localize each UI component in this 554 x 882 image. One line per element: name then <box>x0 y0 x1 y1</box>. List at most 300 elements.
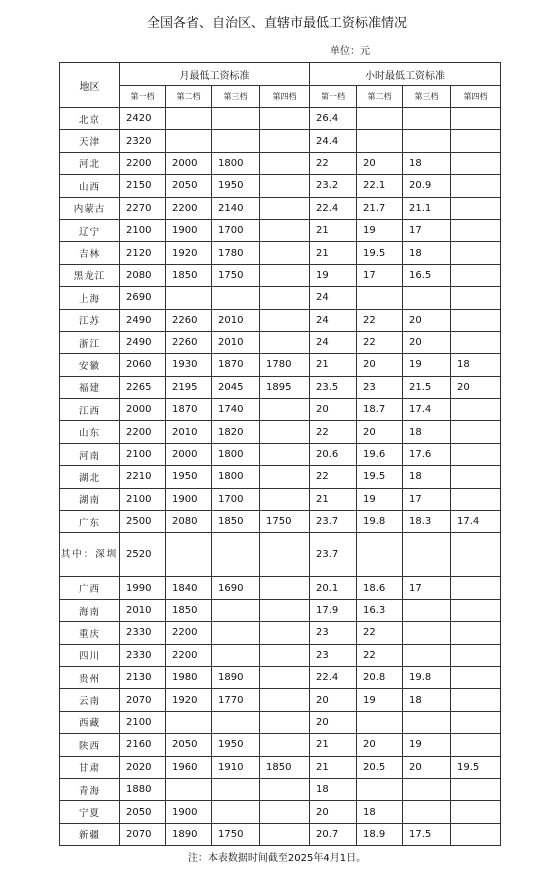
hourly-tier-2-cell: 22.1 <box>357 175 403 197</box>
monthly-tier-2-cell: 1870 <box>166 399 212 421</box>
hourly-tier-2-header: 第二档 <box>357 86 403 108</box>
monthly-tier-2-cell: 2050 <box>166 175 212 197</box>
table-row <box>60 152 501 174</box>
hourly-tier-3-cell: 20 <box>403 309 451 331</box>
monthly-tier-1-cell: 2200 <box>120 421 166 443</box>
hourly-tier-1-cell: 20 <box>310 399 357 421</box>
monthly-tier-4-cell <box>260 108 310 130</box>
table-row <box>60 734 501 756</box>
table-row <box>60 331 501 353</box>
hourly-tier-2-cell: 18 <box>357 801 403 823</box>
monthly-tier-2-cell: 1960 <box>166 756 212 778</box>
region-cell: 内蒙古 <box>60 197 120 219</box>
hourly-tier-1-cell: 23 <box>310 622 357 644</box>
monthly-tier-2-header: 第二档 <box>166 86 212 108</box>
monthly-tier-3-cell <box>212 644 260 666</box>
hourly-tier-3-cell: 17.6 <box>403 443 451 465</box>
monthly-tier-2-cell: 1850 <box>166 599 212 621</box>
hourly-tier-4-cell: 20 <box>451 376 501 398</box>
hourly-tier-1-cell: 21 <box>310 734 357 756</box>
hourly-tier-4-cell <box>451 577 501 599</box>
monthly-tier-4-cell <box>260 443 310 465</box>
hourly-tier-4-cell <box>451 197 501 219</box>
hourly-tier-4-cell <box>451 622 501 644</box>
hourly-tier-2-cell: 22 <box>357 309 403 331</box>
hourly-tier-4-cell <box>451 152 501 174</box>
monthly-tier-2-cell: 2080 <box>166 511 212 533</box>
hourly-tier-2-cell: 22 <box>357 644 403 666</box>
hourly-tier-2-cell: 18.7 <box>357 399 403 421</box>
hourly-tier-2-cell: 20 <box>357 354 403 376</box>
hourly-tier-2-cell: 19 <box>357 488 403 510</box>
hourly-tier-2-cell: 22 <box>357 331 403 353</box>
monthly-tier-3-cell <box>212 130 260 152</box>
region-cell: 福建 <box>60 376 120 398</box>
hourly-tier-2-cell: 17 <box>357 264 403 286</box>
hourly-tier-1-cell: 22 <box>310 421 357 443</box>
region-cell: 新疆 <box>60 823 120 845</box>
monthly-tier-2-cell: 1900 <box>166 488 212 510</box>
monthly-tier-4-cell <box>260 778 310 800</box>
monthly-tier-4-cell <box>260 711 310 733</box>
monthly-tier-3-cell: 1770 <box>212 689 260 711</box>
monthly-tier-1-cell: 2320 <box>120 130 166 152</box>
monthly-tier-3-cell: 1800 <box>212 152 260 174</box>
hourly-tier-2-cell <box>357 778 403 800</box>
hourly-tier-1-cell: 24 <box>310 309 357 331</box>
hourly-tier-3-cell <box>403 801 451 823</box>
monthly-tier-4-cell <box>260 197 310 219</box>
region-cell: 广西 <box>60 577 120 599</box>
hourly-tier-3-cell: 17 <box>403 577 451 599</box>
monthly-tier-4-cell <box>260 801 310 823</box>
region-cell: 浙江 <box>60 331 120 353</box>
unit-label: 单位：元 <box>330 46 370 57</box>
monthly-tier-3-cell: 2010 <box>212 309 260 331</box>
monthly-tier-1-cell: 2000 <box>120 399 166 421</box>
hourly-tier-4-cell <box>451 734 501 756</box>
monthly-tier-1-cell: 2500 <box>120 511 166 533</box>
hourly-tier-1-cell: 21 <box>310 219 357 241</box>
table-row <box>60 666 501 688</box>
monthly-header: 月最低工资标准 <box>120 63 310 86</box>
monthly-tier-2-cell <box>166 711 212 733</box>
monthly-tier-4-cell <box>260 577 310 599</box>
monthly-tier-2-cell: 2000 <box>166 152 212 174</box>
monthly-tier-3-cell: 1780 <box>212 242 260 264</box>
monthly-tier-2-cell: 2195 <box>166 376 212 398</box>
hourly-tier-2-cell: 19 <box>357 219 403 241</box>
monthly-tier-3-cell: 1750 <box>212 823 260 845</box>
monthly-tier-2-cell: 1950 <box>166 466 212 488</box>
monthly-tier-4-cell <box>260 644 310 666</box>
table-row <box>60 130 501 152</box>
hourly-tier-3-cell <box>403 287 451 309</box>
monthly-tier-4-cell <box>260 823 310 845</box>
monthly-tier-3-cell: 1740 <box>212 399 260 421</box>
monthly-tier-1-cell: 1880 <box>120 778 166 800</box>
hourly-tier-2-cell <box>357 711 403 733</box>
monthly-tier-2-cell: 2200 <box>166 197 212 219</box>
monthly-tier-1-cell: 2160 <box>120 734 166 756</box>
hourly-tier-4-cell <box>451 711 501 733</box>
monthly-tier-3-cell: 1800 <box>212 466 260 488</box>
hourly-tier-3-cell <box>403 622 451 644</box>
monthly-tier-4-cell <box>260 666 310 688</box>
monthly-tier-3-cell <box>212 711 260 733</box>
monthly-tier-3-cell: 1950 <box>212 175 260 197</box>
hourly-tier-4-cell: 17.4 <box>451 511 501 533</box>
monthly-tier-1-cell: 2150 <box>120 175 166 197</box>
hourly-tier-4-cell <box>451 264 501 286</box>
region-cell: 青海 <box>60 778 120 800</box>
hourly-tier-1-cell: 22 <box>310 152 357 174</box>
monthly-tier-3-cell: 1870 <box>212 354 260 376</box>
hourly-tier-4-cell <box>451 599 501 621</box>
hourly-tier-3-cell <box>403 711 451 733</box>
hourly-tier-2-cell: 23 <box>357 376 403 398</box>
hourly-tier-1-cell: 22.4 <box>310 197 357 219</box>
region-cell: 上海 <box>60 287 120 309</box>
hourly-tier-3-cell: 21.5 <box>403 376 451 398</box>
monthly-tier-4-cell <box>260 309 310 331</box>
table-row <box>60 108 501 130</box>
monthly-tier-2-cell: 1930 <box>166 354 212 376</box>
table-row <box>60 399 501 421</box>
hourly-tier-2-cell: 19.5 <box>357 242 403 264</box>
monthly-tier-1-cell: 2120 <box>120 242 166 264</box>
hourly-tier-3-cell <box>403 644 451 666</box>
hourly-tier-1-cell: 17.9 <box>310 599 357 621</box>
monthly-tier-2-cell: 2000 <box>166 443 212 465</box>
monthly-tier-4-cell <box>260 264 310 286</box>
monthly-tier-3-cell: 1750 <box>212 264 260 286</box>
hourly-tier-4-cell <box>451 666 501 688</box>
hourly-tier-3-cell: 20 <box>403 756 451 778</box>
monthly-tier-2-cell: 2200 <box>166 644 212 666</box>
hourly-tier-3-cell <box>403 778 451 800</box>
table-row <box>60 778 501 800</box>
region-cell: 江苏 <box>60 309 120 331</box>
monthly-tier-1-cell: 2490 <box>120 309 166 331</box>
hourly-tier-2-cell: 20.5 <box>357 756 403 778</box>
monthly-tier-1-cell: 2210 <box>120 466 166 488</box>
hourly-tier-3-cell: 18.3 <box>403 511 451 533</box>
monthly-tier-1-cell: 2200 <box>120 152 166 174</box>
hourly-tier-4-cell <box>451 421 501 443</box>
hourly-tier-2-cell: 21.7 <box>357 197 403 219</box>
monthly-tier-1-cell: 2520 <box>120 533 166 577</box>
hourly-tier-4-cell: 19.5 <box>451 756 501 778</box>
hourly-tier-3-cell: 19 <box>403 354 451 376</box>
monthly-tier-3-header: 第三档 <box>212 86 260 108</box>
table-row <box>60 644 501 666</box>
hourly-tier-4-cell <box>451 443 501 465</box>
monthly-tier-2-cell: 1920 <box>166 242 212 264</box>
region-cell: 江西 <box>60 399 120 421</box>
monthly-tier-4-cell <box>260 689 310 711</box>
table-row <box>60 511 501 533</box>
monthly-tier-3-cell: 2010 <box>212 331 260 353</box>
monthly-tier-3-cell <box>212 108 260 130</box>
monthly-tier-2-cell: 2050 <box>166 734 212 756</box>
hourly-tier-2-cell: 20 <box>357 734 403 756</box>
hourly-tier-1-header: 第一档 <box>310 86 357 108</box>
monthly-tier-1-cell: 2020 <box>120 756 166 778</box>
monthly-tier-1-cell: 2330 <box>120 644 166 666</box>
hourly-tier-2-cell <box>357 287 403 309</box>
table-row <box>60 421 501 443</box>
hourly-tier-1-cell: 20.7 <box>310 823 357 845</box>
monthly-tier-4-cell <box>260 152 310 174</box>
monthly-tier-3-cell: 1850 <box>212 511 260 533</box>
region-cell: 西藏 <box>60 711 120 733</box>
monthly-tier-1-header: 第一档 <box>120 86 166 108</box>
min-wage-table <box>59 62 501 846</box>
hourly-tier-4-cell <box>451 309 501 331</box>
region-cell: 甘肃 <box>60 756 120 778</box>
region-cell: 河北 <box>60 152 120 174</box>
monthly-tier-1-cell: 2270 <box>120 197 166 219</box>
hourly-tier-3-header: 第三档 <box>403 86 451 108</box>
monthly-tier-2-cell: 1920 <box>166 689 212 711</box>
table-row <box>60 599 501 621</box>
hourly-tier-3-cell: 17.4 <box>403 399 451 421</box>
monthly-tier-3-cell <box>212 622 260 644</box>
monthly-tier-1-cell: 2130 <box>120 666 166 688</box>
table-row <box>60 242 501 264</box>
monthly-tier-4-cell <box>260 466 310 488</box>
monthly-tier-4-cell <box>260 399 310 421</box>
hourly-tier-3-cell <box>403 599 451 621</box>
monthly-tier-1-cell: 2100 <box>120 443 166 465</box>
monthly-tier-1-cell: 2100 <box>120 488 166 510</box>
hourly-tier-4-cell <box>451 287 501 309</box>
table-body <box>60 108 501 846</box>
monthly-tier-3-cell: 1820 <box>212 421 260 443</box>
hourly-tier-2-cell: 20 <box>357 421 403 443</box>
monthly-tier-1-cell: 2330 <box>120 622 166 644</box>
region-cell: 黑龙江 <box>60 264 120 286</box>
monthly-tier-3-cell: 1700 <box>212 488 260 510</box>
table-row <box>60 711 501 733</box>
hourly-tier-1-cell: 22.4 <box>310 666 357 688</box>
monthly-tier-4-cell <box>260 421 310 443</box>
region-cell: 广东 <box>60 511 120 533</box>
hourly-tier-2-cell <box>357 130 403 152</box>
monthly-tier-1-cell: 2265 <box>120 376 166 398</box>
monthly-tier-3-cell <box>212 801 260 823</box>
hourly-tier-3-cell: 18 <box>403 689 451 711</box>
monthly-tier-4-cell <box>260 533 310 577</box>
hourly-tier-1-cell: 23.7 <box>310 533 357 577</box>
hourly-tier-4-cell <box>451 644 501 666</box>
hourly-tier-1-cell: 21 <box>310 242 357 264</box>
region-header: 地区 <box>60 63 120 108</box>
table-row <box>60 577 501 599</box>
hourly-tier-2-cell <box>357 533 403 577</box>
table-row <box>60 197 501 219</box>
region-cell: 辽宁 <box>60 219 120 241</box>
monthly-tier-2-cell: 2200 <box>166 622 212 644</box>
monthly-tier-4-cell <box>260 734 310 756</box>
hourly-tier-1-cell: 21 <box>310 756 357 778</box>
hourly-tier-4-cell <box>451 108 501 130</box>
hourly-tier-1-cell: 20 <box>310 801 357 823</box>
hourly-tier-1-cell: 23.5 <box>310 376 357 398</box>
hourly-tier-1-cell: 24.4 <box>310 130 357 152</box>
hourly-tier-1-cell: 22 <box>310 466 357 488</box>
hourly-tier-3-cell: 18 <box>403 242 451 264</box>
hourly-tier-4-cell <box>451 399 501 421</box>
hourly-tier-2-cell: 20.8 <box>357 666 403 688</box>
hourly-tier-3-cell: 20.9 <box>403 175 451 197</box>
hourly-tier-1-cell: 20.1 <box>310 577 357 599</box>
monthly-tier-4-cell <box>260 622 310 644</box>
hourly-header: 小时最低工资标准 <box>310 63 501 86</box>
hourly-tier-1-cell: 23 <box>310 644 357 666</box>
monthly-tier-1-cell: 2070 <box>120 689 166 711</box>
table-row <box>60 622 501 644</box>
hourly-tier-4-cell <box>451 466 501 488</box>
hourly-tier-3-cell: 17.5 <box>403 823 451 845</box>
monthly-tier-3-cell: 1950 <box>212 734 260 756</box>
hourly-tier-3-cell: 21.1 <box>403 197 451 219</box>
monthly-tier-4-cell: 1850 <box>260 756 310 778</box>
region-cell: 湖南 <box>60 488 120 510</box>
hourly-tier-4-cell <box>451 778 501 800</box>
hourly-tier-1-cell: 21 <box>310 488 357 510</box>
monthly-tier-1-cell: 2690 <box>120 287 166 309</box>
monthly-tier-2-cell: 1980 <box>166 666 212 688</box>
hourly-tier-2-cell <box>357 108 403 130</box>
monthly-tier-1-cell: 2050 <box>120 801 166 823</box>
monthly-tier-3-cell <box>212 778 260 800</box>
hourly-tier-2-cell: 18.9 <box>357 823 403 845</box>
hourly-tier-1-cell: 24 <box>310 287 357 309</box>
table-row <box>60 488 501 510</box>
table-row <box>60 823 501 845</box>
monthly-tier-2-cell: 1900 <box>166 219 212 241</box>
hourly-tier-1-cell: 20 <box>310 711 357 733</box>
hourly-tier-1-cell: 24 <box>310 331 357 353</box>
region-cell: 其中：深圳 <box>60 533 120 577</box>
hourly-tier-4-cell <box>451 175 501 197</box>
monthly-tier-1-cell: 2010 <box>120 599 166 621</box>
monthly-tier-4-cell: 1750 <box>260 511 310 533</box>
hourly-tier-1-cell: 21 <box>310 354 357 376</box>
hourly-tier-1-cell: 23.2 <box>310 175 357 197</box>
hourly-tier-2-cell: 19.6 <box>357 443 403 465</box>
monthly-tier-2-cell: 1840 <box>166 577 212 599</box>
hourly-tier-3-cell: 16.5 <box>403 264 451 286</box>
hourly-tier-2-cell: 19.8 <box>357 511 403 533</box>
monthly-tier-2-cell: 2260 <box>166 331 212 353</box>
hourly-tier-4-cell <box>451 331 501 353</box>
hourly-tier-3-cell: 19.8 <box>403 666 451 688</box>
monthly-tier-4-header: 第四档 <box>260 86 310 108</box>
hourly-tier-1-cell: 19 <box>310 264 357 286</box>
monthly-tier-3-cell: 2045 <box>212 376 260 398</box>
monthly-tier-3-cell <box>212 533 260 577</box>
region-cell: 天津 <box>60 130 120 152</box>
hourly-tier-3-cell <box>403 130 451 152</box>
hourly-tier-4-cell <box>451 488 501 510</box>
monthly-tier-2-cell: 1890 <box>166 823 212 845</box>
region-cell: 北京 <box>60 108 120 130</box>
region-cell: 海南 <box>60 599 120 621</box>
monthly-tier-2-cell <box>166 108 212 130</box>
hourly-tier-3-cell: 17 <box>403 488 451 510</box>
monthly-tier-1-cell: 2420 <box>120 108 166 130</box>
monthly-tier-4-cell <box>260 331 310 353</box>
region-cell: 宁夏 <box>60 801 120 823</box>
table-row <box>60 756 501 778</box>
monthly-tier-4-cell <box>260 130 310 152</box>
region-cell: 陕西 <box>60 734 120 756</box>
hourly-tier-1-cell: 26.4 <box>310 108 357 130</box>
table-row <box>60 801 501 823</box>
hourly-tier-4-cell: 18 <box>451 354 501 376</box>
monthly-tier-3-cell: 1700 <box>212 219 260 241</box>
monthly-tier-4-cell <box>260 488 310 510</box>
hourly-tier-2-cell: 18.6 <box>357 577 403 599</box>
monthly-tier-3-cell <box>212 599 260 621</box>
region-cell: 贵州 <box>60 666 120 688</box>
hourly-tier-1-cell: 18 <box>310 778 357 800</box>
hourly-tier-4-cell <box>451 130 501 152</box>
hourly-tier-4-cell <box>451 823 501 845</box>
footnote: 注：本表数据时间截至2025年4月1日。 <box>187 853 367 864</box>
monthly-tier-1-cell: 2100 <box>120 219 166 241</box>
hourly-tier-2-cell: 22 <box>357 622 403 644</box>
hourly-tier-1-cell: 20.6 <box>310 443 357 465</box>
monthly-tier-4-cell <box>260 242 310 264</box>
table-row <box>60 264 501 286</box>
monthly-tier-3-cell: 1910 <box>212 756 260 778</box>
hourly-tier-4-header: 第四档 <box>451 86 501 108</box>
hourly-tier-3-cell: 18 <box>403 421 451 443</box>
table-row <box>60 219 501 241</box>
monthly-tier-4-cell <box>260 175 310 197</box>
monthly-tier-2-cell <box>166 778 212 800</box>
region-cell: 山西 <box>60 175 120 197</box>
region-cell: 四川 <box>60 644 120 666</box>
monthly-tier-3-cell <box>212 287 260 309</box>
table-row <box>60 354 501 376</box>
hourly-tier-3-cell: 17 <box>403 219 451 241</box>
table-row <box>60 533 501 577</box>
region-cell: 河南 <box>60 443 120 465</box>
table-row <box>60 376 501 398</box>
hourly-tier-2-cell: 16.3 <box>357 599 403 621</box>
hourly-tier-4-cell <box>451 242 501 264</box>
monthly-tier-1-cell: 2070 <box>120 823 166 845</box>
monthly-tier-2-cell <box>166 287 212 309</box>
monthly-tier-1-cell: 2490 <box>120 331 166 353</box>
monthly-tier-4-cell <box>260 287 310 309</box>
monthly-tier-2-cell: 2010 <box>166 421 212 443</box>
hourly-tier-1-cell: 23.7 <box>310 511 357 533</box>
hourly-tier-3-cell: 20 <box>403 331 451 353</box>
region-cell: 重庆 <box>60 622 120 644</box>
monthly-tier-3-cell: 2140 <box>212 197 260 219</box>
region-cell: 山东 <box>60 421 120 443</box>
monthly-tier-2-cell <box>166 130 212 152</box>
table-row <box>60 309 501 331</box>
monthly-tier-2-cell: 1900 <box>166 801 212 823</box>
hourly-tier-3-cell: 18 <box>403 152 451 174</box>
